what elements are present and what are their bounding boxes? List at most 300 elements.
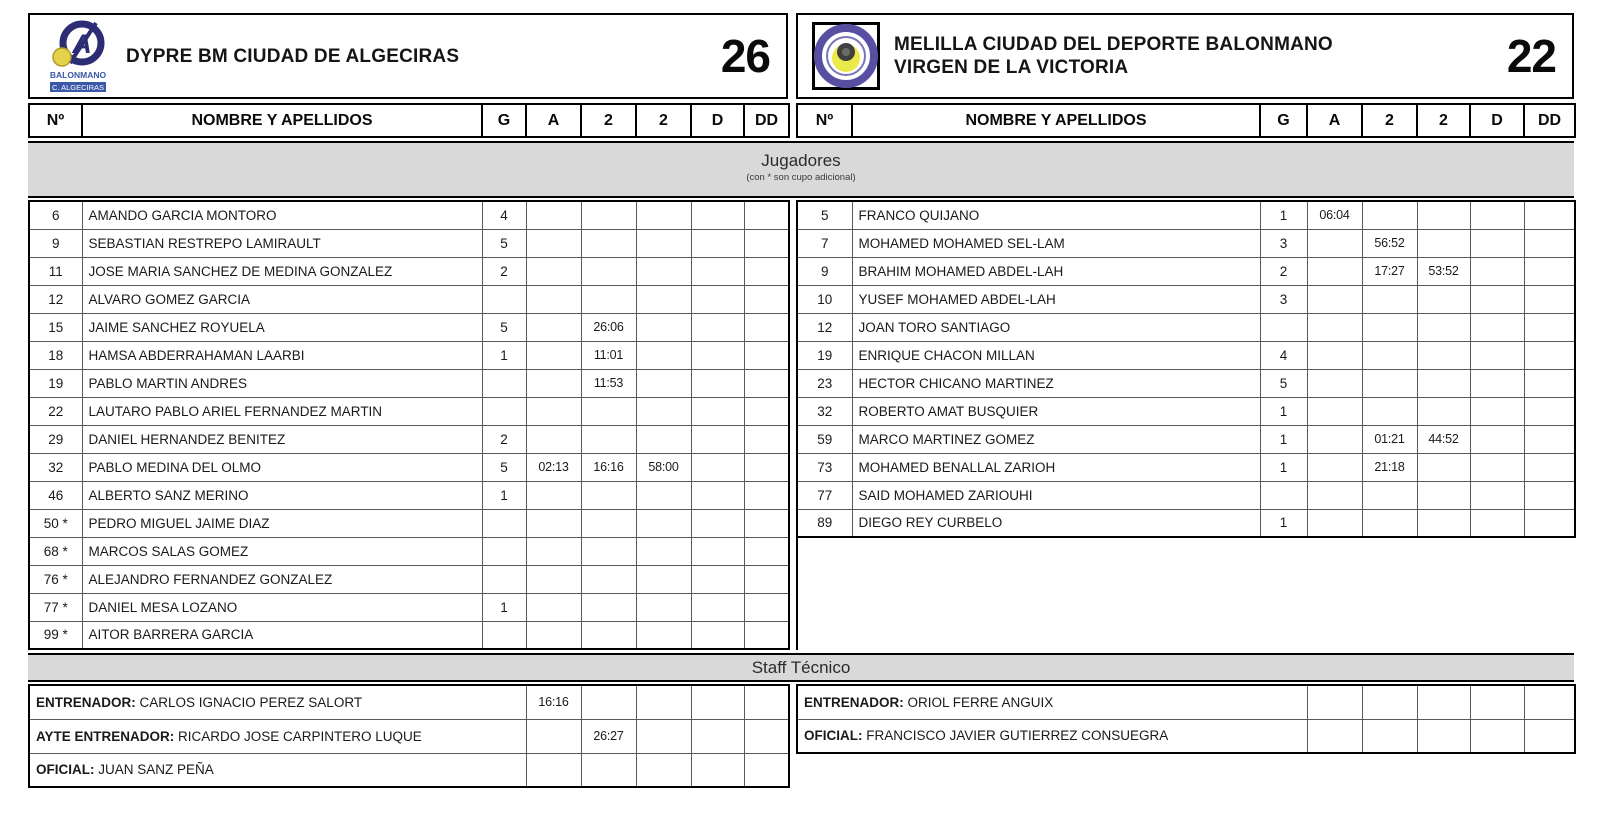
goals-cell [1260,313,1307,341]
dd-cell [1524,341,1575,369]
two-min-2-cell [636,537,691,565]
team-headers-row [28,13,1574,99]
disqualification-cell [691,453,744,481]
goals-cell: 1 [482,341,526,369]
dd-cell [744,285,789,313]
two-min-1-cell [581,753,636,787]
player-row [797,313,1575,341]
player-row [797,229,1575,257]
warning-time-cell [526,257,581,285]
away-team-name: MELILLA CIUDAD DEL DEPORTE BALONMANO VIRGEN DE LA VICTORIA [894,34,1333,78]
col-header-dd: DD [1524,104,1575,137]
player-name: ALBERTO SANZ MERINO [82,481,482,509]
two-min-2-cell [636,565,691,593]
two-min-2-cell [636,313,691,341]
dd-cell [744,593,789,621]
player-number: 18 [29,341,82,369]
warning-time-cell [526,753,581,787]
two-min-1-cell [1362,285,1417,313]
players-section-subtitle: (con * son cupo adicional) [746,172,856,183]
player-row [29,257,789,285]
player-name: PABLO MARTIN ANDRES [82,369,482,397]
two-min-2-cell [636,397,691,425]
player-number: 7 [797,229,852,257]
disqualification-cell [691,313,744,341]
player-name: HAMSA ABDERRAHAMAN LAARBI [82,341,482,369]
two-min-2-cell [636,201,691,229]
dd-cell [1524,453,1575,481]
home-team-score: 26 [720,30,770,82]
away-team-header [796,13,1574,99]
two-min-1-cell [1362,719,1417,753]
player-name: LAUTARO PABLO ARIEL FERNANDEZ MARTIN [82,397,482,425]
two-min-1-cell: 56:52 [1362,229,1417,257]
warning-time-cell [1307,481,1362,509]
warning-time-cell [526,719,581,753]
two-min-1-cell [581,593,636,621]
disqualification-cell [1470,369,1524,397]
goals-cell: 1 [1260,397,1307,425]
two-min-1-cell: 11:01 [581,341,636,369]
disqualification-cell [691,509,744,537]
two-min-1-cell [1362,201,1417,229]
away-team-logo [798,22,894,90]
col-header-2min-1: 2 [581,104,636,137]
goals-cell: 4 [482,201,526,229]
player-number: 19 [797,341,852,369]
player-number: 23 [797,369,852,397]
disqualification-cell [1470,229,1524,257]
away-team-score: 22 [1506,30,1556,82]
player-row [29,313,789,341]
player-row [29,201,789,229]
warning-time-cell [1307,257,1362,285]
staff-row [29,685,789,719]
player-name: MOHAMED MOHAMED SEL-LAM [852,229,1260,257]
player-number: 9 [797,257,852,285]
warning-time-cell: 06:04 [1307,201,1362,229]
player-name: SAID MOHAMED ZARIOUHI [852,481,1260,509]
disqualification-cell [691,481,744,509]
goals-cell: 2 [482,425,526,453]
player-name: JOSE MARIA SANCHEZ DE MEDINA GONZALEZ [82,257,482,285]
two-min-1-cell: 16:16 [581,453,636,481]
dd-cell [1524,481,1575,509]
col-header-dd: DD [744,104,789,137]
col-header-name: NOMBRE Y APELLIDOS [852,104,1260,137]
staff-section-title: Staff Técnico [751,658,851,677]
away-column-header-table [796,103,1576,138]
warning-time-cell [1307,229,1362,257]
dd-cell [744,229,789,257]
disqualification-cell [691,685,744,719]
player-name: JOAN TORO SANTIAGO [852,313,1260,341]
player-row [797,481,1575,509]
player-number: 50 * [29,509,82,537]
disqualification-cell [691,537,744,565]
staff-name [797,685,1307,719]
two-min-2-cell [1417,369,1470,397]
two-min-2-cell [1417,509,1470,537]
staff-person-name: RICARDO JOSE CARPINTERO LUQUE [178,728,422,744]
player-name: ALEJANDRO FERNANDEZ GONZALEZ [82,565,482,593]
staff-person-name: ORIOL FERRE ANGUIX [907,694,1054,710]
two-min-1-cell [581,537,636,565]
two-min-1-cell [1362,397,1417,425]
player-number: 59 [797,425,852,453]
dd-cell [1524,201,1575,229]
player-number: 29 [29,425,82,453]
warning-time-cell [526,537,581,565]
player-number: 32 [797,397,852,425]
two-min-2-cell [636,481,691,509]
player-number: 5 [797,201,852,229]
goals-cell: 5 [482,453,526,481]
dd-cell [1524,719,1575,753]
col-header-number: Nº [797,104,852,137]
warning-time-cell [526,341,581,369]
disqualification-cell [1470,201,1524,229]
goals-cell [482,397,526,425]
player-name: MOHAMED BENALLAL ZARIOH [852,453,1260,481]
warning-time-cell [1307,509,1362,537]
player-row [29,621,789,649]
staff-person-name: FRANCISCO JAVIER GUTIERREZ CONSUEGRA [866,728,1169,744]
dd-cell [744,719,789,753]
player-row [29,285,789,313]
player-name: YUSEF MOHAMED ABDEL-LAH [852,285,1260,313]
disqualification-cell [1470,257,1524,285]
two-min-2-cell: 44:52 [1417,425,1470,453]
disqualification-cell [691,621,744,649]
warning-time-cell [526,369,581,397]
player-number: 76 * [29,565,82,593]
player-number: 15 [29,313,82,341]
player-row [29,509,789,537]
two-min-2-cell [636,719,691,753]
player-name: DIEGO REY CURBELO [852,509,1260,537]
player-name: FRANCO QUIJANO [852,201,1260,229]
player-number: 11 [29,257,82,285]
two-min-2-cell [636,621,691,649]
two-min-2-cell [636,341,691,369]
player-number: 12 [29,285,82,313]
disqualification-cell [691,753,744,787]
col-header-name: NOMBRE Y APELLIDOS [82,104,482,137]
home-players-table [28,200,790,650]
player-row [29,565,789,593]
dd-cell [744,257,789,285]
two-min-1-cell [1362,685,1417,719]
two-min-2-cell [636,425,691,453]
svg-text:BALONMANO: BALONMANO [49,70,107,80]
dd-cell [744,509,789,537]
dd-cell [744,481,789,509]
dd-cell [1524,369,1575,397]
col-header-2min-2: 2 [636,104,691,137]
dd-cell [1524,685,1575,719]
staff-row [797,719,1575,753]
player-row [29,425,789,453]
two-min-1-cell [581,685,636,719]
goals-cell [482,509,526,537]
warning-time-cell [526,201,581,229]
two-min-1-cell: 17:27 [1362,257,1417,285]
goals-cell: 1 [482,593,526,621]
player-name: PABLO MEDINA DEL OLMO [82,453,482,481]
home-team-crest-icon [40,17,116,95]
warning-time-cell [1307,425,1362,453]
goals-cell: 2 [1260,257,1307,285]
player-row [797,257,1575,285]
goals-cell: 1 [1260,201,1307,229]
col-header-warning: A [526,104,581,137]
two-min-1-cell [581,425,636,453]
col-header-2min-2: 2 [1417,104,1470,137]
player-row [797,341,1575,369]
player-row [797,201,1575,229]
two-min-2-cell [1417,453,1470,481]
dd-cell [1524,285,1575,313]
warning-time-cell [526,565,581,593]
player-name: AMANDO GARCIA MONTORO [82,201,482,229]
warning-time-cell [1307,719,1362,753]
staff-name [29,719,526,753]
player-row [29,369,789,397]
warning-time-cell [526,593,581,621]
goals-cell: 1 [482,481,526,509]
staff-role-label: OFICIAL : [36,762,98,777]
warning-time-cell [1307,369,1362,397]
player-row [29,593,789,621]
staff-role-label: OFICIAL : [804,728,866,743]
staff-section-banner [28,653,1574,682]
dd-cell [744,537,789,565]
home-team-name: DYPRE BM CIUDAD DE ALGECIRAS [126,45,460,67]
player-row [29,481,789,509]
player-number: 77 [797,481,852,509]
player-row [29,229,789,257]
player-number: 6 [29,201,82,229]
col-header-goals: G [482,104,526,137]
goals-cell: 1 [1260,425,1307,453]
two-min-2-cell [1417,719,1470,753]
two-min-1-cell: 26:27 [581,719,636,753]
players-tables-row [28,200,1574,650]
player-number: 19 [29,369,82,397]
player-row [29,453,789,481]
two-min-1-cell [1362,369,1417,397]
staff-tables-row [28,684,1574,788]
two-min-2-cell [1417,685,1470,719]
disqualification-cell [1470,719,1524,753]
warning-time-cell [526,285,581,313]
two-min-1-cell [581,229,636,257]
disqualification-cell [691,229,744,257]
player-name: MARCO MARTINEZ GOMEZ [852,425,1260,453]
goals-cell [482,285,526,313]
dd-cell [1524,397,1575,425]
disqualification-cell [691,201,744,229]
warning-time-cell [526,397,581,425]
warning-time-cell [526,621,581,649]
dd-cell [744,425,789,453]
goals-cell [482,369,526,397]
player-name: BRAHIM MOHAMED ABDEL-LAH [852,257,1260,285]
goals-cell [482,565,526,593]
dd-cell [1524,425,1575,453]
staff-row [29,753,789,787]
goals-cell: 3 [1260,285,1307,313]
away-team-crest-icon [812,22,880,90]
col-header-warning: A [1307,104,1362,137]
col-header-d: D [1470,104,1524,137]
goals-cell: 5 [482,313,526,341]
disqualification-cell [691,593,744,621]
home-team-logo [30,17,126,95]
two-min-1-cell [1362,481,1417,509]
two-min-1-cell [1362,509,1417,537]
disqualification-cell [1470,509,1524,537]
dd-cell [744,201,789,229]
disqualification-cell [691,397,744,425]
player-number: 22 [29,397,82,425]
player-row [797,425,1575,453]
staff-person-name: JUAN SANZ PEÑA [98,762,214,778]
home-team-header [28,13,788,99]
staff-name [797,719,1307,753]
player-number: 77 * [29,593,82,621]
warning-time-cell [526,229,581,257]
disqualification-cell [1470,453,1524,481]
dd-cell [744,453,789,481]
dd-cell [1524,257,1575,285]
two-min-2-cell: 53:52 [1417,257,1470,285]
player-row [29,341,789,369]
staff-role-label: ENTRENADOR : [36,695,140,710]
disqualification-cell [1470,397,1524,425]
two-min-2-cell [1417,229,1470,257]
player-number: 32 [29,453,82,481]
player-row [797,285,1575,313]
warning-time-cell [1307,341,1362,369]
two-min-1-cell [581,285,636,313]
warning-time-cell [1307,285,1362,313]
player-number: 10 [797,285,852,313]
goals-cell: 5 [1260,369,1307,397]
dd-cell [1524,313,1575,341]
table-border-extension [796,538,798,650]
player-row [797,397,1575,425]
warning-time-cell [1307,453,1362,481]
two-min-1-cell [581,565,636,593]
dd-cell [744,341,789,369]
warning-time-cell [1307,397,1362,425]
goals-cell: 2 [482,257,526,285]
goals-cell [482,621,526,649]
away-staff-table [796,684,1576,754]
col-header-2min-1: 2 [1362,104,1417,137]
player-number: 12 [797,313,852,341]
two-min-2-cell [1417,397,1470,425]
column-headers-row [28,99,1574,138]
home-column-header-table [28,103,790,138]
staff-name [29,685,526,719]
player-name: SEBASTIAN RESTREPO LAMIRAULT [82,229,482,257]
player-number: 99 * [29,621,82,649]
warning-time-cell [526,425,581,453]
disqualification-cell [691,565,744,593]
two-min-2-cell [636,509,691,537]
dd-cell [744,565,789,593]
disqualification-cell [691,341,744,369]
staff-person-name: CARLOS IGNACIO PEREZ SALORT [139,694,363,710]
players-section-banner [28,141,1574,198]
two-min-1-cell: 01:21 [1362,425,1417,453]
player-name: ALVARO GOMEZ GARCIA [82,285,482,313]
goals-cell [482,537,526,565]
player-number: 73 [797,453,852,481]
goals-cell [1260,481,1307,509]
warning-time-cell [1307,313,1362,341]
player-name: DANIEL MESA LOZANO [82,593,482,621]
two-min-2-cell: 58:00 [636,453,691,481]
player-row [797,453,1575,481]
two-min-2-cell [1417,201,1470,229]
dd-cell [744,313,789,341]
two-min-1-cell: 21:18 [1362,453,1417,481]
two-min-2-cell [636,593,691,621]
player-name: PEDRO MIGUEL JAIME DIAZ [82,509,482,537]
staff-role-label: AYTE ENTRENADOR : [36,729,178,744]
warning-time-cell [526,481,581,509]
disqualification-cell [1470,341,1524,369]
dd-cell [744,685,789,719]
warning-time-cell [526,313,581,341]
away-players-table [796,200,1576,538]
col-header-goals: G [1260,104,1307,137]
two-min-1-cell [581,509,636,537]
two-min-1-cell: 26:06 [581,313,636,341]
dd-cell [744,753,789,787]
disqualification-cell [1470,685,1524,719]
player-number: 46 [29,481,82,509]
svg-text:C. ALGECIRAS: C. ALGECIRAS [51,83,105,92]
player-name: DANIEL HERNANDEZ BENITEZ [82,425,482,453]
warning-time-cell: 16:16 [526,685,581,719]
svg-text:A: A [72,29,92,59]
two-min-2-cell [636,229,691,257]
two-min-2-cell [1417,481,1470,509]
two-min-2-cell [1417,285,1470,313]
two-min-2-cell [636,753,691,787]
player-number: 89 [797,509,852,537]
player-name: AITOR BARRERA GARCIA [82,621,482,649]
home-staff-table [28,684,790,788]
match-scoresheet [28,13,1574,788]
disqualification-cell [691,369,744,397]
staff-row [29,719,789,753]
two-min-1-cell [1362,313,1417,341]
player-row [29,397,789,425]
player-row [797,509,1575,537]
player-name: MARCOS SALAS GOMEZ [82,537,482,565]
disqualification-cell [691,425,744,453]
warning-time-cell [526,509,581,537]
player-name: ROBERTO AMAT BUSQUIER [852,397,1260,425]
dd-cell [1524,509,1575,537]
warning-time-cell [1307,685,1362,719]
